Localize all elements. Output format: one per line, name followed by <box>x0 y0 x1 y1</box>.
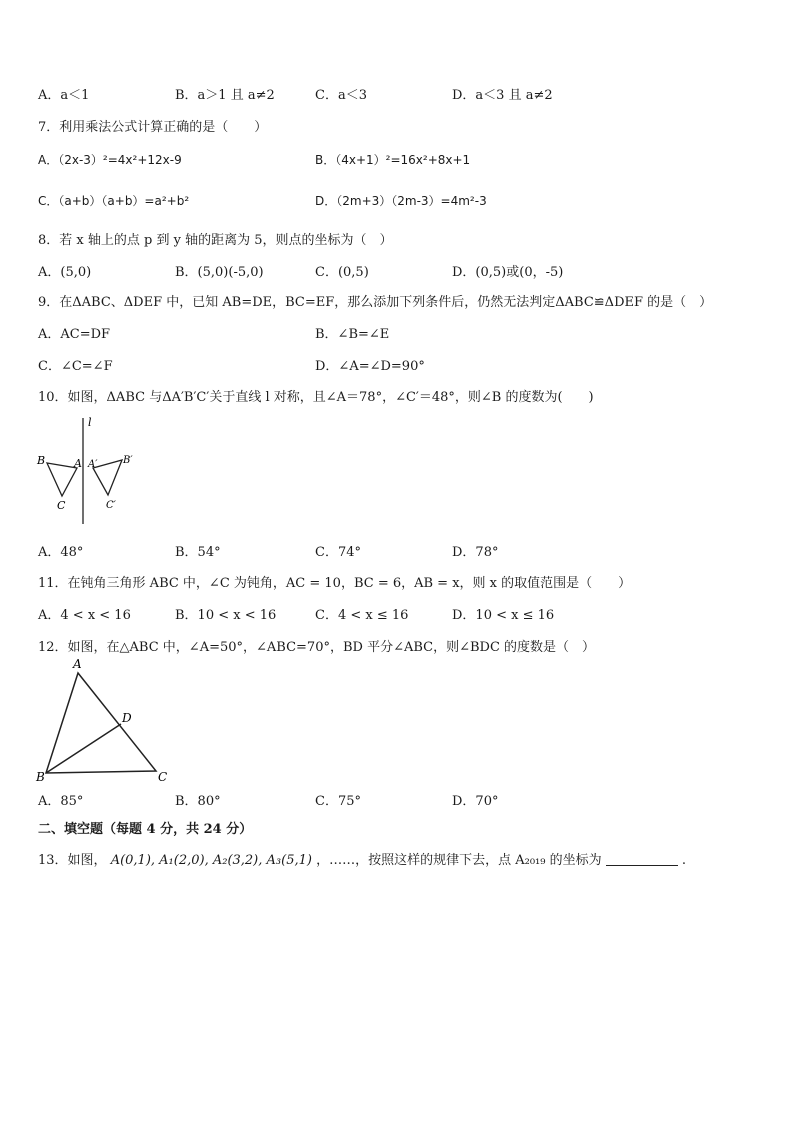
q12-option-a: A．85° <box>38 794 84 809</box>
q7-stem: 7．利用乘法公式计算正确的是（ ） <box>38 120 268 135</box>
section-2-heading: 二、填空题（每题 4 分，共 24 分） <box>38 822 253 837</box>
q6-option-d: D．a＜3 且 a≠2 <box>452 88 553 103</box>
q11-option-c: C．4 < x ≤ 16 <box>315 608 409 623</box>
q9-stem: 9．在ΔABC、ΔDEF 中，已知 AB=DE，BC=EF，那么添加下列条件后，仍然无法判定ΔABC≌ΔDEF 的是（ ） <box>38 295 713 310</box>
q10-option-c: C．74° <box>315 545 361 560</box>
q13-end: . <box>681 853 687 868</box>
q13-stem <box>38 849 686 868</box>
q10-label-c-prime: C′ <box>106 500 116 511</box>
q13-suffix: ，……，按照这样的规律下去，点 A₂₀₁₉ 的坐标为 <box>316 853 602 868</box>
q10-option-b: B．54° <box>175 545 221 560</box>
q11-option-b: B．10 < x < 16 <box>175 608 277 623</box>
q9-option-d: D．∠A=∠D=90° <box>315 359 425 374</box>
q7-option-c: C．（a+b）（a+b）=a²+b² <box>38 194 190 208</box>
q12-stem: 12．如图，在△ABC 中，∠A=50°，∠ABC=70°，BD 平分∠ABC，则∠BDC 的度数是（ ） <box>38 640 596 655</box>
q8-option-c: C．(0,5) <box>315 265 369 280</box>
q9-option-a: A．AC=DF <box>38 327 111 342</box>
q6-option-c: C．a＜3 <box>315 88 367 103</box>
q10-label-b-prime: B′ <box>123 455 133 466</box>
q10-label-b: B <box>37 454 46 467</box>
q7-option-d: D．（2m+3）（2m-3）=4m²-3 <box>315 194 487 208</box>
q10-label-a: A <box>74 457 82 470</box>
q8-option-a: A．(5,0) <box>38 265 92 280</box>
q10-label-a-prime: A′ <box>88 459 98 470</box>
q7-option-b: B．（4x+1）²=16x²+8x+1 <box>315 153 471 167</box>
q8-option-d: D．(0,5)或(0，-5) <box>452 265 564 280</box>
q13-points: A(0,1), A₁(2,0), A₂(3,2), A₃(5,1) <box>110 853 312 868</box>
q11-option-d: D．10 < x ≤ 16 <box>452 608 555 623</box>
q10-stem: 10．如图，ΔABC 与ΔA′B′C′关于直线 l 对称，且∠A＝78°，∠C′＝48°，则∠B 的度数为( ) <box>38 390 594 405</box>
q11-stem: 11．在钝角三角形 ABC 中，∠C 为钝角，AC = 10，BC = 6，AB = x，则 x 的取值范围是（ ） <box>38 576 632 591</box>
q6-option-b: B．a＞1 且 a≠2 <box>175 88 275 103</box>
q10-figure <box>30 410 150 530</box>
q6-option-a: A．a＜1 <box>38 88 90 103</box>
q8-stem: 8．若 x 轴上的点 p 到 y 轴的距离为 5，则点的坐标为（ ） <box>38 233 393 248</box>
q12-label-a: A <box>73 657 82 671</box>
q11-option-a: A．4 < x < 16 <box>38 608 131 623</box>
q10-label-l: l <box>88 416 92 429</box>
q10-option-d: D．78° <box>452 545 499 560</box>
q7-option-a: A．（2x-3）²=4x²+12x-9 <box>38 153 182 167</box>
q12-label-b: B <box>36 770 45 784</box>
q9-option-c: C．∠C=∠F <box>38 359 113 374</box>
q12-label-c: C <box>158 770 168 784</box>
q12-option-d: D．70° <box>452 794 499 809</box>
q10-option-a: A．48° <box>38 545 84 560</box>
q8-option-b: B．(5,0)(-5,0) <box>175 265 264 280</box>
q12-figure <box>32 655 177 785</box>
q12-option-c: C．75° <box>315 794 361 809</box>
q13-answer-blank[interactable] <box>606 853 678 866</box>
q12-option-b: B．80° <box>175 794 221 809</box>
q9-option-b: B．∠B=∠E <box>315 327 390 342</box>
q13-prefix: 13．如图， <box>38 853 107 868</box>
q12-label-d: D <box>122 711 132 725</box>
q10-label-c: C <box>57 499 66 512</box>
